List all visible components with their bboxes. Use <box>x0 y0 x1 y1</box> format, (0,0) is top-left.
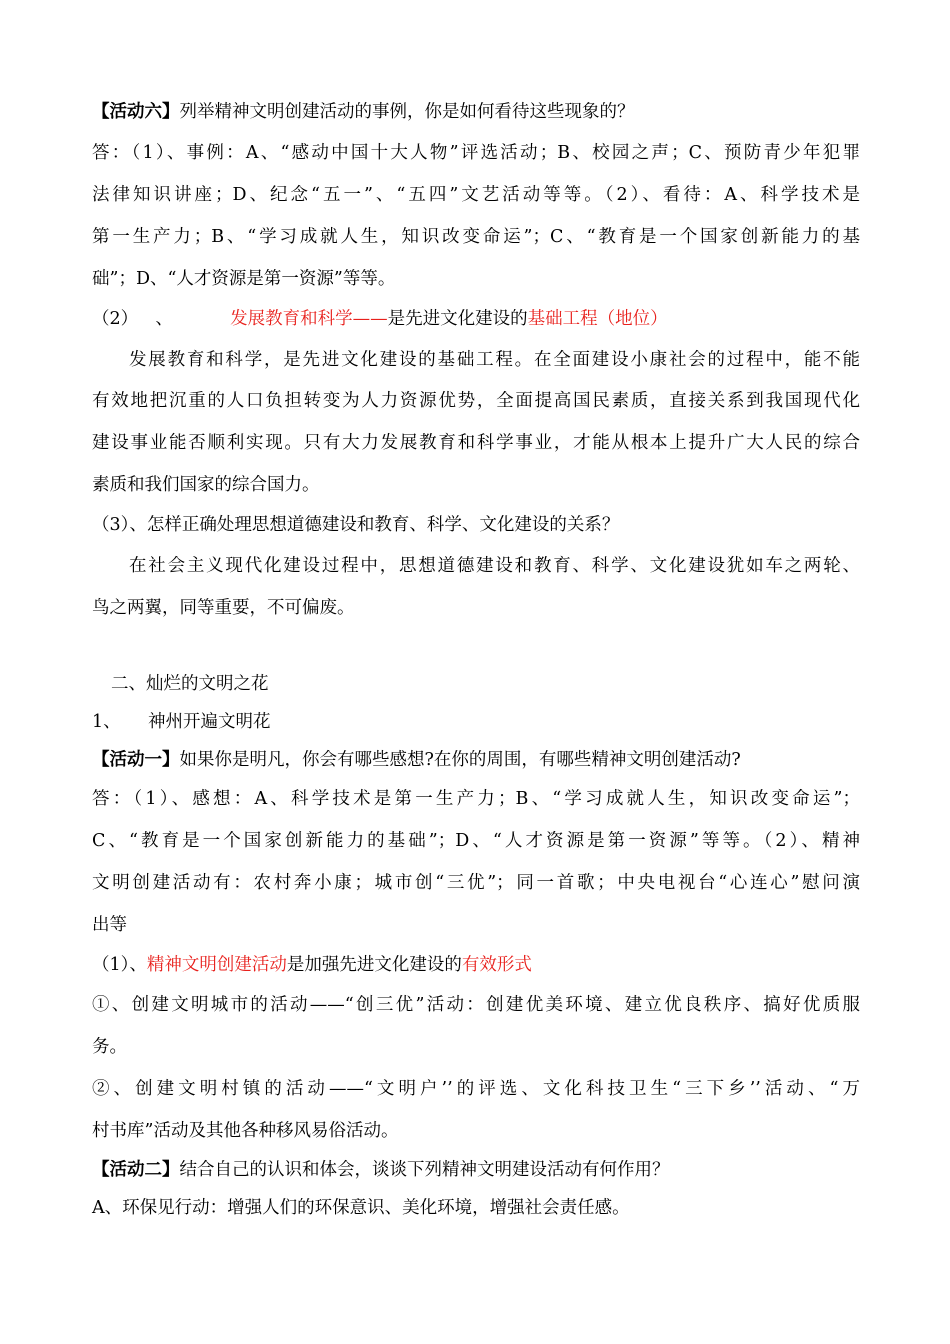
answer-line: 础”；D、“人才资源是第一资源”等等。 <box>92 269 396 289</box>
question-text: 列举精神文明创建活动的事例，你是如何看待这些现象的？ <box>179 102 635 122</box>
heading-text: 是先进文化建设的 <box>387 309 528 329</box>
activity-six-question <box>92 100 635 124</box>
highlight-text: 有效形式 <box>461 955 532 975</box>
list-item-line: 务。 <box>92 1037 127 1057</box>
separator: 、 <box>155 309 173 329</box>
answer-line: 答：（1）、事例：A、“感动中国十大人物”评选活动；B、校园之声；C、预防青少年犯罪 <box>92 143 860 163</box>
answer-line: 答：（1）、感想：A、科学技术是第一生产力；B、“学习成就人生，知识改变命运”； <box>92 789 860 809</box>
heading-text: 是加强先进文化建设的 <box>286 955 462 975</box>
section-number: （2） <box>92 309 139 329</box>
answer-line: C、“教育是一个国家创新能力的基础”；D、“人才资源是第一资源”等等。（2）、精神 <box>92 831 860 851</box>
section-heading-2 <box>92 307 668 331</box>
paragraph-line: 素质和我们国家的综合国力。 <box>92 475 320 495</box>
subsection-title: 神州开遍文明花 <box>148 712 271 732</box>
answer-line: A、环保见行动：增强人们的环保意识、美化环境，增强社会责任感。 <box>92 1198 630 1218</box>
section-number: （1）、 <box>92 955 147 975</box>
answer-line: 出等 <box>92 915 127 935</box>
list-item-line: ①、创建文明城市的活动——“创三优”活动：创建优美环境、建立优良秩序、搞好优质服 <box>92 995 860 1015</box>
answer-line: 文明创建活动有：农村奔小康；城市创“三优”；同一首歌；中央电视台“心连心”慰问演 <box>92 873 860 893</box>
answer-line: 法律知识讲座；D、纪念“五一”、“五四”文艺活动等等。（2）、看待：A、科学技术是 <box>92 185 860 205</box>
highlight-text: 发展教育和科学—— <box>230 309 388 329</box>
highlight-text: 精神文明创建活动 <box>146 955 287 975</box>
paragraph-line: 有效地把沉重的人口负担转变为人力资源优势，全面提高国民素质，直接关系到我国现代化 <box>92 391 860 411</box>
activity-one-question <box>92 748 741 772</box>
chapter-heading: 二、灿烂的文明之花 <box>111 674 269 694</box>
answer-line: 第一生产力；B、“学习成就人生，知识改变命运”；C、“教育是一个国家创新能力的基 <box>92 227 860 247</box>
question-text: 结合自己的认识和体会，谈谈下列精神文明建设活动有何作用？ <box>179 1160 670 1180</box>
activity-tag: 【活动一】 <box>92 750 180 770</box>
subsection-heading <box>92 710 271 734</box>
list-item-line: ②、创建文明村镇的活动——“文明户’’的评选、文化科技卫生“三下乡’’活动、“万 <box>92 1079 860 1099</box>
activity-tag: 【活动六】 <box>92 102 180 122</box>
paragraph-line: 鸟之两翼，同等重要，不可偏废。 <box>92 598 355 618</box>
paragraph-line: 建设事业能否顺利实现。只有大力发展教育和科学事业，才能从根本上提升广大人民的综合 <box>92 433 860 453</box>
activity-tag: 【活动二】 <box>92 1160 180 1180</box>
section-heading-1 <box>92 953 532 977</box>
question-text: 如果你是明凡，你会有哪些感想?在你的周围，有哪些精神文明创建活动? <box>179 750 741 770</box>
paragraph-line: 发展教育和科学，是先进文化建设的基础工程。在全面建设小康社会的过程中，能不能 <box>129 350 860 370</box>
activity-two-question <box>92 1158 670 1182</box>
highlight-text: 基础工程（地位） <box>527 309 668 329</box>
paragraph-line: 在社会主义现代化建设过程中，思想道德建设和教育、科学、文化建设犹如车之两轮、 <box>129 556 860 576</box>
section-heading-3: （3）、怎样正确处理思想道德建设和教育、科学、文化建设的关系？ <box>92 515 620 535</box>
subsection-number: 1、 <box>92 712 121 732</box>
list-item-line: 村书库”活动及其他各种移风易俗活动。 <box>92 1121 399 1141</box>
